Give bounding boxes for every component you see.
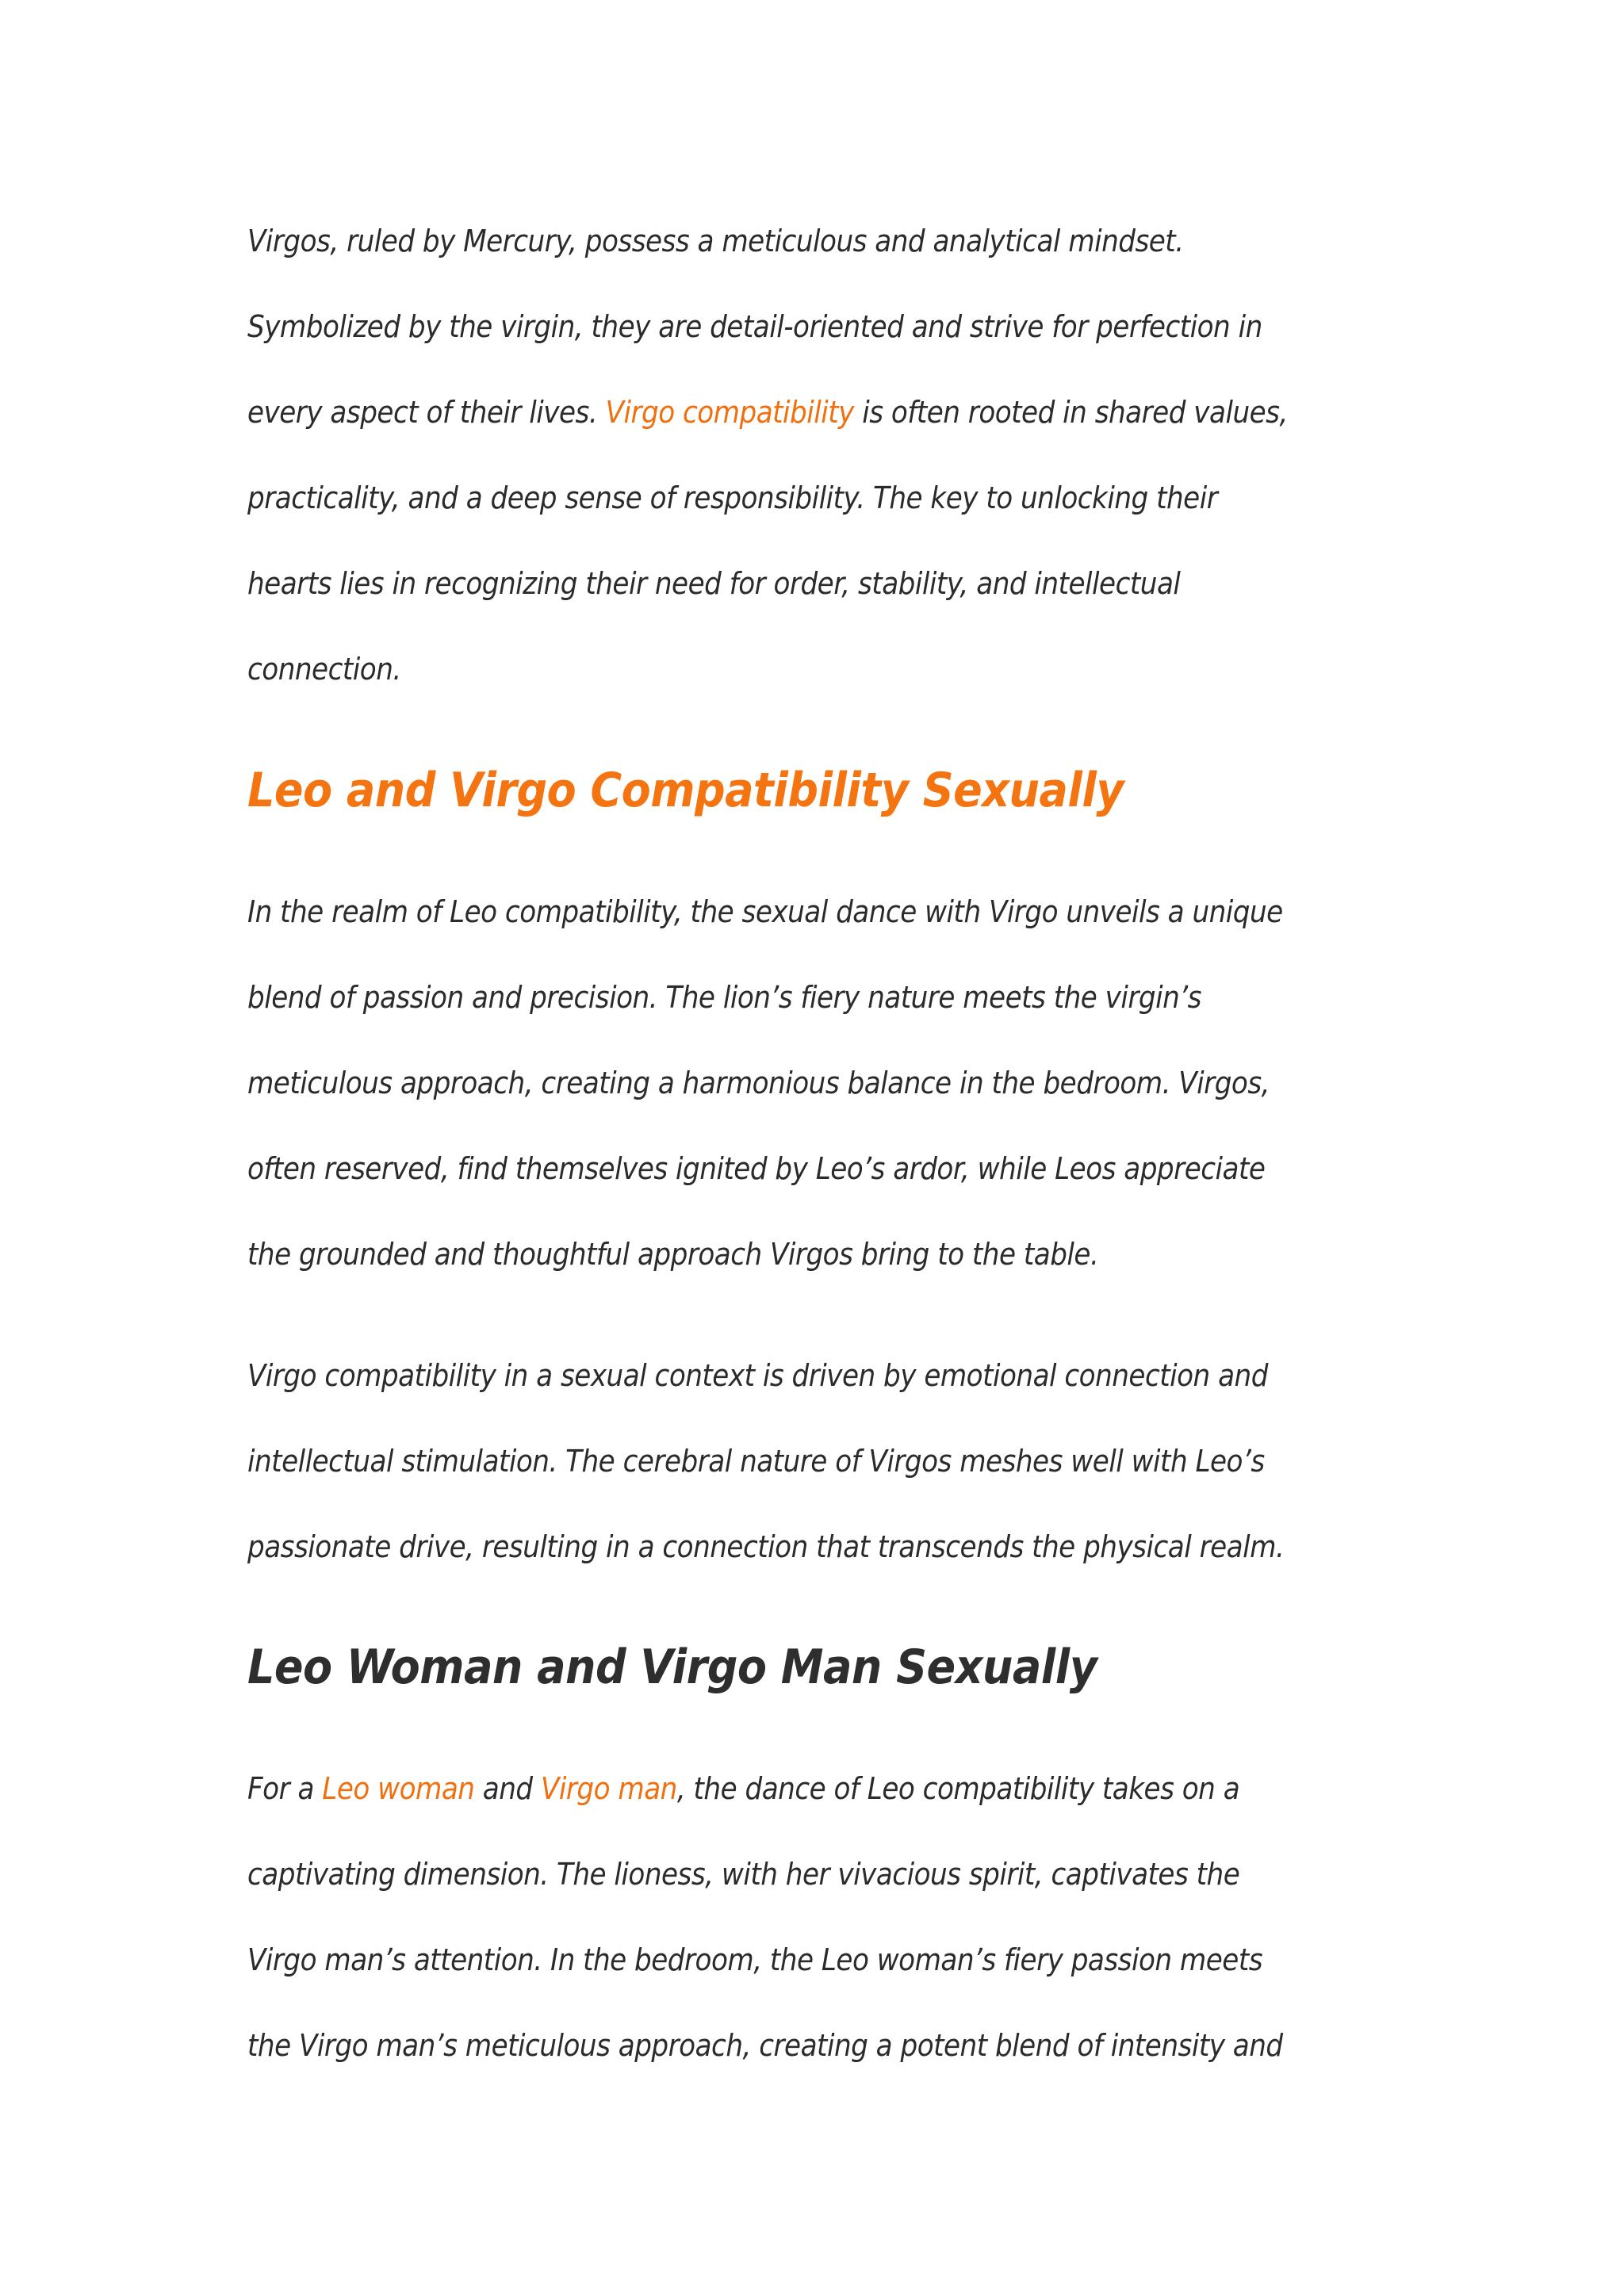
section-heading-compatibility-sexually: Leo and Virgo Compatibility Sexually (247, 763, 1124, 818)
section-heading-leo-woman-virgo-man: Leo Woman and Virgo Man Sexually (247, 1640, 1097, 1695)
intro-paragraph (247, 198, 1405, 712)
text-line: passionate drive, resulting in a connection that transcends the physical realm. (247, 1529, 1285, 1564)
text-segment: and (474, 1771, 541, 1806)
text-line: hearts lies in recognizing their need for order, stability, and intellectual (247, 566, 1181, 601)
text-line: practicality, and a deep sense of responsibility. The key to unlocking their (247, 480, 1218, 515)
virgo-context-paragraph (247, 1333, 1405, 1590)
text-line: Virgo compatibility in a sexual context is driven by emotional connection and (247, 1358, 1268, 1393)
text-line: meticulous approach, creating a harmonious balance in the bedroom. Virgos, (247, 1066, 1270, 1100)
text-line: blend of passion and precision. The lion’s fiery nature meets the virgin’s (247, 980, 1201, 1015)
text-line: intellectual stimulation. The cerebral nature of Virgos meshes well with Leo’s (247, 1444, 1265, 1479)
text-line: connection. (247, 652, 401, 687)
text-segment: every aspect of their lives. (247, 395, 606, 430)
sexual-compatibility-paragraph (247, 869, 1405, 1297)
text-line: Symbolized by the virgin, they are detail-oriented and strive for perfection in (247, 309, 1262, 344)
text-segment: , the dance of Leo compatibility takes on a (676, 1771, 1240, 1806)
leo-woman-link[interactable]: Leo woman (322, 1771, 475, 1806)
text-line: the Virgo man’s meticulous approach, creating a potent blend of intensity and (247, 2028, 1283, 2063)
text-line: Virgos, ruled by Mercury, possess a meticulous and analytical mindset. (247, 224, 1184, 258)
text-segment: is often rooted in shared values, (853, 395, 1288, 430)
leo-woman-virgo-man-paragraph (247, 1746, 1405, 2088)
text-segment: For a (247, 1771, 323, 1806)
text-line: the grounded and thoughtful approach Virgos bring to the table. (247, 1237, 1099, 1272)
text-line: Virgo man’s attention. In the bedroom, the Leo woman’s fiery passion meets (247, 1942, 1263, 1977)
text-line: captivating dimension. The lioness, with her vivacious spirit, captivates the (247, 1857, 1240, 1892)
virgo-compatibility-link[interactable]: Virgo compatibility (605, 395, 854, 430)
text-line (247, 369, 1405, 455)
text-line: In the realm of Leo compatibility, the sexual dance with Virgo unveils a unique (247, 894, 1283, 929)
text-line (247, 1746, 1405, 1831)
text-line: often reserved, find themselves ignited by Leo’s ardor, while Leos appreciate (247, 1151, 1266, 1186)
virgo-man-link[interactable]: Virgo man (541, 1771, 677, 1806)
